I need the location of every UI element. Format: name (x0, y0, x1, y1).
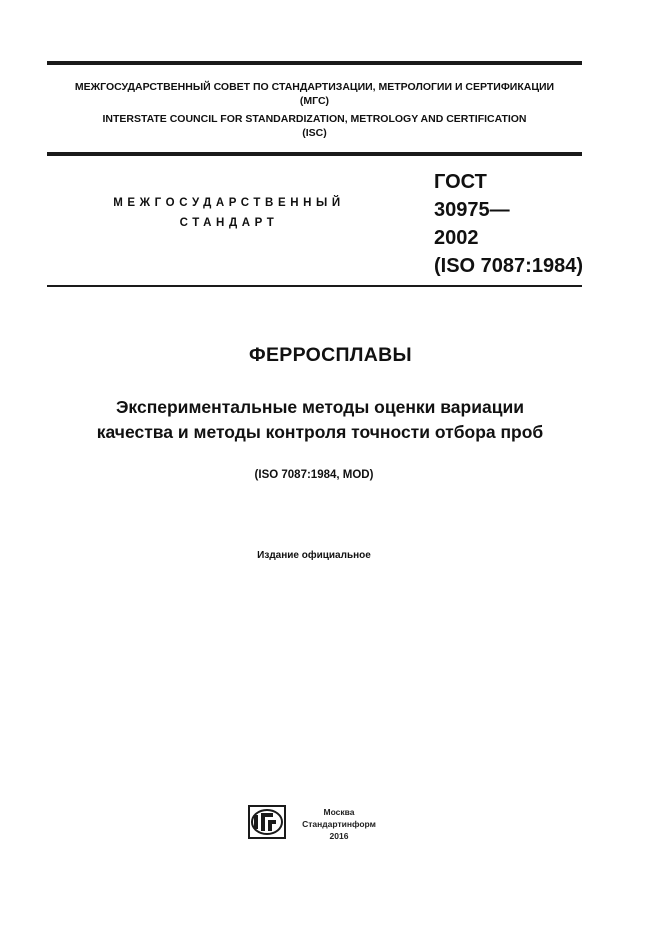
council-en-line1: INTERSTATE COUNCIL FOR STANDARDIZATION, METROLOGY AND CERTIFICATION (102, 113, 527, 125)
council-name-russian (47, 80, 582, 108)
council-en-abbreviation: (ISC) (302, 127, 327, 139)
subtitle-line2: качества и методы контроля точности отбора проб (96, 422, 544, 442)
publisher-name: Стандартинформ (302, 819, 376, 829)
publisher-info (294, 806, 384, 842)
publisher-city: Москва (323, 807, 355, 817)
document-subtitle (40, 395, 600, 445)
standard-type-line1: МЕЖГОСУДАРСТВЕННЫЙ (113, 197, 345, 209)
document-title: ФЕРРОСПЛАВЫ (249, 344, 412, 366)
iso-reference: (ISO 7087:1984, MOD) (254, 469, 374, 481)
standartinform-logo-icon (248, 805, 286, 839)
thin-rule (47, 285, 582, 287)
edition-label: Издание официальное (257, 550, 371, 561)
standard-designation (434, 168, 583, 280)
council-ru-abbreviation: (МГС) (299, 95, 330, 107)
iso-designation: (ISO 7087:1984) (434, 255, 583, 277)
standard-type (95, 193, 363, 233)
gost-label: ГОСТ (434, 171, 487, 193)
council-name-english (47, 112, 582, 140)
standard-type-line2: СТАНДАРТ (179, 217, 279, 229)
gost-number: 30975— (434, 199, 510, 221)
gost-year: 2002 (434, 227, 479, 249)
top-rule (47, 61, 582, 65)
publisher-year: 2016 (329, 831, 349, 841)
middle-rule (47, 152, 582, 156)
subtitle-line1: Экспериментальные методы оценки вариации (115, 397, 524, 417)
council-ru-line1: МЕЖГОСУДАРСТВЕННЫЙ СОВЕТ ПО СТАНДАРТИЗАЦИИ, МЕТРОЛОГИИ И СЕРТИФИКАЦИИ (74, 81, 555, 93)
